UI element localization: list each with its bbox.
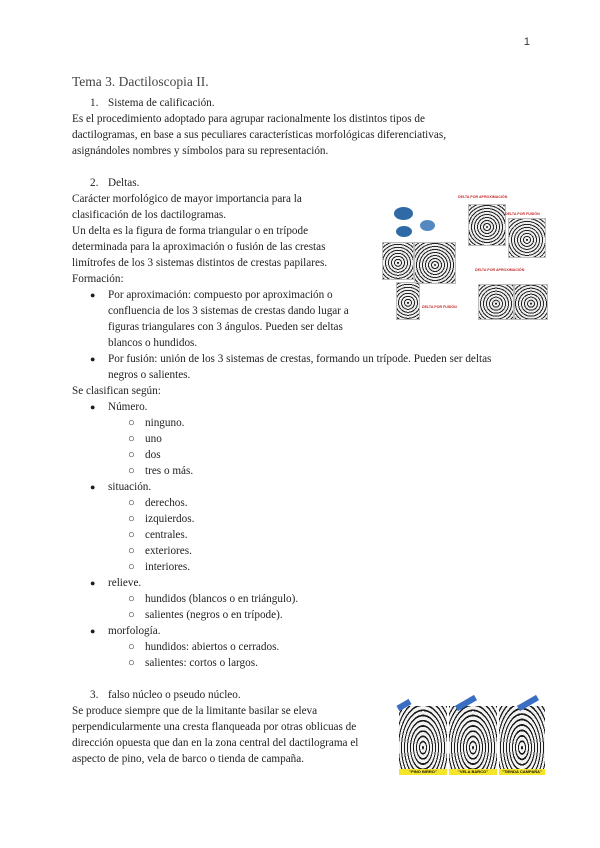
paragraph-line: clasificación de los dactilogramas.	[72, 209, 227, 221]
circle-bullet-icon: ○	[128, 641, 135, 653]
circle-bullet-icon: ○	[128, 657, 135, 669]
paragraph-line: perpendicularmente una cresta flanqueada por otras oblicuas de	[72, 721, 357, 733]
criterion-item: salientes: cortos o largos.	[145, 657, 258, 669]
section-3-number: 3.	[90, 689, 99, 701]
diagram-node	[394, 207, 413, 220]
circle-bullet-icon: ○	[128, 465, 135, 477]
figure-label: DELTA POR FUSIÓN	[505, 212, 540, 216]
criterion-label: morfología.	[108, 625, 161, 637]
paragraph-line: Carácter morfológico de mayor importancia para la	[72, 193, 302, 205]
formation-item-line: confluencia de los 3 sistemas de crestas dando lugar a	[108, 305, 349, 317]
figure-label: DELTA POR FUSIÓN	[422, 305, 457, 309]
paragraph-line: aspecto de pino, vela de barco o tienda de campaña.	[72, 753, 305, 765]
paragraph-line: dirección opuesta que dan en la zona central del dactilograma el	[72, 737, 359, 749]
figure-label: DELTA POR APROXIMACIÓN	[458, 195, 508, 199]
fingerprint-image	[399, 706, 447, 770]
circle-bullet-icon: ○	[128, 497, 135, 509]
paragraph-line: Es el procedimiento adoptado para agrupar racionalmente los distintos tipos de	[72, 113, 425, 125]
figure-caption: "PINO BIRRO"	[399, 769, 447, 775]
circle-bullet-icon: ○	[128, 545, 135, 557]
formation-item-line: negros o salientes.	[108, 369, 191, 381]
diagram-node	[396, 226, 412, 237]
criterion-label: situación.	[108, 481, 152, 493]
section-1-heading: Sistema de calificación.	[108, 97, 215, 109]
fingerprint-image	[396, 282, 420, 320]
bullet-icon: ●	[90, 482, 96, 492]
paragraph-line: determinada para la aproximación o fusión de las crestas	[72, 241, 326, 253]
circle-bullet-icon: ○	[128, 561, 135, 573]
section-3-heading: falso núcleo o pseudo núcleo.	[108, 689, 241, 701]
formation-item-line: Por fusión: unión de los 3 sistemas de crestas, formando un trípode. Pueden ser deltas	[108, 353, 492, 365]
paragraph-line: Un delta es la figura de forma triangular o en trípode	[72, 225, 309, 237]
criterion-item: exteriores.	[145, 545, 192, 557]
criterion-item: izquierdos.	[145, 513, 195, 525]
diagram-node	[420, 220, 435, 231]
fingerprint-image	[478, 284, 514, 320]
section-1-number: 1.	[90, 97, 99, 109]
criterion-item: ninguno.	[145, 417, 185, 429]
bullet-icon: ●	[90, 402, 96, 412]
fingerprint-image	[382, 242, 414, 280]
figure-label: DELTA POR APROXIMACIÓN	[475, 268, 525, 272]
bullet-icon: ●	[90, 354, 96, 364]
circle-bullet-icon: ○	[128, 417, 135, 429]
circle-bullet-icon: ○	[128, 609, 135, 621]
false-nucleus-figure	[395, 696, 547, 778]
section-2-number: 2.	[90, 177, 99, 189]
document-title: Tema 3. Dactiloscopia II.	[72, 74, 209, 89]
criterion-item: uno	[145, 433, 162, 445]
fingerprint-image	[449, 706, 497, 770]
criterion-item: interiores.	[145, 561, 191, 573]
formation-item-line: figuras triangulares con 3 ángulos. Pueden ser deltas	[108, 321, 343, 333]
circle-bullet-icon: ○	[128, 433, 135, 445]
formation-item-line: Por aproximación: compuesto por aproximación o	[108, 289, 333, 301]
fingerprint-image	[508, 218, 546, 258]
paragraph-line: dactilogramas, en base a sus peculiares características morfológicas diferenciativas,	[72, 129, 446, 141]
figure-caption: "TIENDA CAMPAÑA"	[499, 769, 545, 775]
criterion-item: hundidos: abiertos o cerrados.	[145, 641, 280, 653]
criterion-item: tres o más.	[145, 465, 194, 477]
paragraph-line: Formación:	[72, 273, 124, 285]
fingerprint-image	[414, 242, 456, 284]
formation-item-line: blancos o hundidos.	[108, 337, 198, 349]
classify-intro: Se clasifican según:	[72, 385, 161, 397]
criterion-item: centrales.	[145, 529, 188, 541]
fingerprint-image	[514, 284, 548, 320]
bullet-icon: ●	[90, 626, 96, 636]
bullet-icon: ●	[90, 578, 96, 588]
fingerprint-image	[499, 706, 545, 770]
paragraph-line: Se produce siempre que de la limitante basilar se eleva	[72, 705, 318, 717]
criterion-label: relieve.	[108, 577, 142, 589]
circle-bullet-icon: ○	[128, 529, 135, 541]
circle-bullet-icon: ○	[128, 593, 135, 605]
bullet-icon: ●	[90, 290, 96, 300]
criterion-item: derechos.	[145, 497, 188, 509]
paragraph-line: limítrofes de los 3 sistemas distintos de crestas papilares.	[72, 257, 328, 269]
section-2-heading: Deltas.	[108, 177, 140, 189]
criterion-item: hundidos (blancos o en triángulo).	[145, 593, 299, 605]
circle-bullet-icon: ○	[128, 513, 135, 525]
page-number: 1	[523, 36, 530, 48]
fingerprint-image	[468, 204, 506, 246]
paragraph-line: asignándoles nombres y símbolos para su representación.	[72, 145, 329, 157]
criterion-label: Número.	[108, 401, 148, 413]
criterion-item: dos	[145, 449, 161, 461]
figure-caption: "VELA BARCO"	[449, 769, 497, 775]
circle-bullet-icon: ○	[128, 449, 135, 461]
criterion-item: salientes (negros o en trípode).	[145, 609, 283, 621]
deltas-figure	[380, 190, 550, 322]
